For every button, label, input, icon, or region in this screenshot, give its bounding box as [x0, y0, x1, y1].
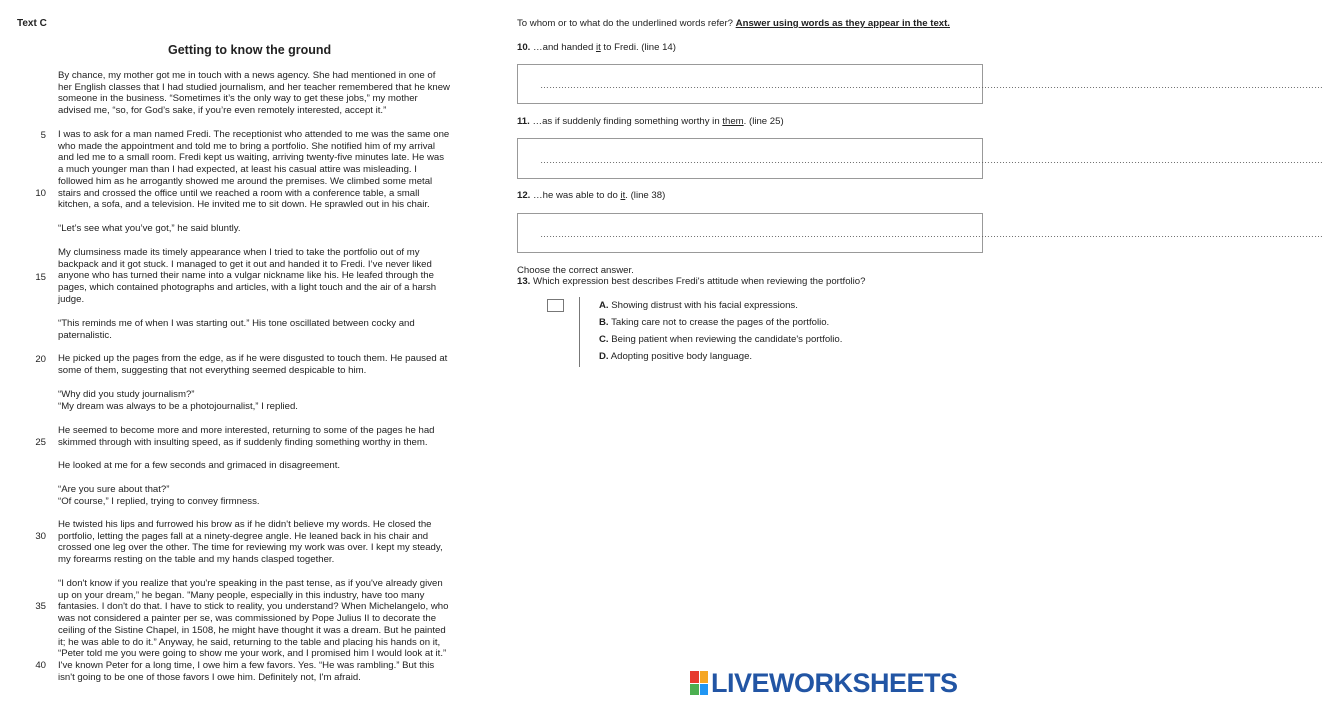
answer-checkbox-13[interactable] [547, 299, 564, 312]
divider-line [579, 297, 580, 367]
question-11: 11. …as if suddenly finding something worthy in them. (line 25) [517, 116, 784, 127]
liveworksheets-wordmark: LIVEWORKSHEETS [711, 667, 958, 698]
question-13: 13. Which expression best describes Fredi's attitude when reviewing the portfolio? [517, 276, 866, 287]
story-paragraph: I was to ask for a man named Fredi. The receptionist who attended to me was the same one who made the appointment and told me to bring a portfolio. She notified him of my arrival and led me to a small room. Fredi kept us waiting, arriving twenty-five minutes late. He was a much younger man than I had expected, at least his casual attire was misleading. I followed him as he arrogantly showed me around the premises. We climbed some metal stairs and crossed the office until we reached a room with a conference table, a small kitchen, a sofa, and a television. He invited me to sit down. He sprawled out in his chair. [58, 129, 450, 211]
story-paragraph: By chance, my mother got me in touch with a news agency. She had mentioned in one of her English classes that I had studied journalism, and her teacher remembered that he knew someone in the business. “Sometimes it’s the only way to get these jobs,” my mother advised me, “so, for God’s sake, if you’re even remotely interested, accept it.” [58, 70, 450, 117]
option-c: C. Being patient when reviewing the candidate's portfolio. [599, 334, 843, 345]
line-number: 10 [35, 188, 46, 200]
answer-placeholder: ……………………………………………………………………………………………………………………………………………………………………………………………………………………………………… [540, 155, 1323, 165]
liveworksheets-icon [690, 671, 708, 695]
story-paragraph: “Why did you study journalism?” “My dream was always to be a photojournalist,” I replied. [58, 389, 298, 412]
line-number: 40 [35, 660, 46, 671]
line-number: 5 [40, 129, 46, 141]
answer-box-12[interactable] [517, 213, 1323, 253]
question-12: 12. …he was able to do it. (line 38) [517, 190, 666, 201]
line-number: 25 [35, 436, 46, 448]
option-d: D. Adopting positive body language. [599, 351, 753, 362]
text-label: Text C [17, 18, 47, 29]
option-b: B. Taking care not to crease the pages of the portfolio. [599, 317, 830, 328]
story-paragraph: He picked up the pages from the edge, as if he were disgusted to touch them. He paused at some of them, suggesting that not everything seemed despicable to him. [58, 353, 448, 376]
story-title: Getting to know the ground [168, 43, 332, 57]
option-a: A. Showing distrust with his facial expressions. [599, 300, 798, 311]
line-number: 35 [35, 601, 46, 613]
story-paragraph: “Let’s see what you’ve got,” he said bluntly. [58, 223, 241, 234]
line-number: 15 [35, 271, 46, 283]
story-paragraph: My clumsiness made its timely appearance when I tried to take the portfolio out of my backpack and it got stuck. I managed to get it out and handed it to Fredi. I’ve never liked anyone who has turned their name into a vulgar nickname like his. He leafed through the pages, which contained photographs and articles, with a light touch and the air of a harsh judge. [58, 247, 437, 305]
story-paragraph: He seemed to become more and more interested, returning to some of the pages he had skimmed through with insulting speed, as if suddenly finding something worthy in them. [58, 425, 435, 448]
question-10: 10. …and handed it to Fredi. (line 14) [517, 42, 676, 53]
line-number: 30 [35, 530, 46, 542]
answer-placeholder: ……………………………………………………………………………………………………………………………………………………………………………………………………………………………………… [540, 80, 1323, 90]
answer-box-11[interactable] [517, 138, 1323, 179]
answer-placeholder: ……………………………………………………………………………………………………………………………………………………………………………………………………………………………………… [540, 229, 1323, 239]
liveworksheets-logo [690, 668, 958, 698]
answer-box-10[interactable] [517, 64, 1323, 104]
instruction-emphasis: Answer using words as they appear in the text. [735, 18, 950, 29]
story-paragraph: “I don't know if you realize that you're speaking in the past tense, as if you've already given up on your dream,” he began. "Many people, especially in this industry, have too many fantasies. I don't do that. I have to stick to reality, you understand? When Michelangelo, who was not considered a painter per se, was commissioned by Pope Julius II to decorate the ceiling of the Sistine Chapel, in 1508, he might have thought it was a dream. But he painted it; he was able to do it.” Anyway, he said, returning to the table and placing his hands on it, “Peter told me you were going to show me your work, and I promised him I would look at it.” I've known Peter for a long time, I owe him a few favors. Yes. “He was rambling.” But this isn't going to be one of those favors I owe him. Definitely not, I'm afraid. [58, 578, 449, 683]
story-paragraph: He twisted his lips and furrowed his brow as if he didn't believe my words. He closed the portfolio, letting the pages fall at a ninety-degree angle. He leaned back in his chair and crossed one leg over the other. The time for reviewing my work was over. I kept my steady, my forearms resting on the table and my hands clasped together. [58, 519, 443, 566]
story-paragraph: “Are you sure about that?” “Of course,” I replied, trying to convey firmness. [58, 484, 260, 507]
line-number: 20 [35, 353, 46, 365]
story-paragraph: He looked at me for a few seconds and grimaced in disagreement. [58, 460, 341, 471]
underline-instruction: To whom or to what do the underlined words refer? Answer using words as they appear in the text. [517, 18, 950, 29]
choose-instruction: Choose the correct answer. [517, 265, 634, 276]
story-paragraph: “This reminds me of when I was starting out.” His tone oscillated between cocky and paternalistic. [58, 318, 415, 341]
